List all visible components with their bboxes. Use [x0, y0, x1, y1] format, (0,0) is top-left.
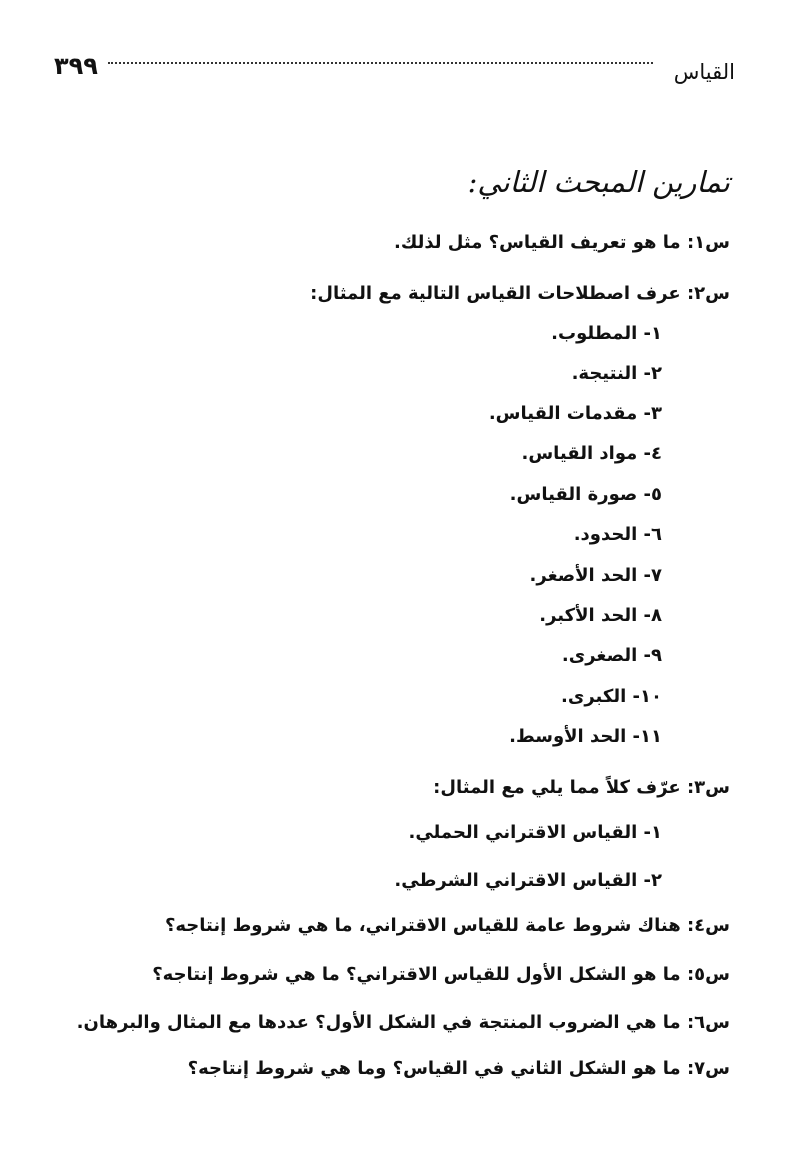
q2-item-1: ١- المطلوب.	[551, 323, 662, 344]
header-dotted-leader	[108, 62, 653, 64]
question-2: س٢: عرف اصطلاحات القياس التالية مع المثال:	[310, 283, 730, 304]
q2-item-10: ١٠- الكبرى.	[561, 686, 662, 707]
q2-item-8: ٨- الحد الأكبر.	[539, 605, 662, 626]
page-header	[50, 52, 735, 92]
q3-item-1: ١- القياس الاقتراني الحملي.	[408, 822, 662, 843]
question-6: س٦: ما هي الضروب المنتجة في الشكل الأول؟ عددها مع المثال والبرهان.	[76, 1012, 730, 1033]
q3-item-2: ٢- القياس الاقتراني الشرطي.	[394, 870, 662, 891]
question-3: س٣: عرّف كلاً مما يلي مع المثال:	[433, 777, 730, 798]
running-title: القياس	[673, 60, 735, 84]
q2-item-7: ٧- الحد الأصغر.	[529, 565, 662, 586]
q2-item-5: ٥- صورة القياس.	[509, 484, 662, 505]
question-1: س١: ما هو تعريف القياس؟ مثل لذلك.	[394, 232, 730, 253]
question-7: س٧: ما هو الشكل الثاني في القياس؟ وما هي شروط إنتاجه؟	[187, 1058, 730, 1079]
question-5: س٥: ما هو الشكل الأول للقياس الاقتراني؟ ما هي شروط إنتاجه؟	[152, 964, 730, 985]
section-title: تمارين المبحث الثاني:	[467, 165, 730, 199]
q2-item-11: ١١- الحد الأوسط.	[509, 726, 662, 747]
question-4: س٤: هناك شروط عامة للقياس الاقتراني، ما هي شروط إنتاجه؟	[164, 915, 730, 936]
q2-item-9: ٩- الصغرى.	[561, 645, 662, 666]
q2-item-2: ٢- النتيجة.	[571, 363, 662, 384]
q2-item-4: ٤- مواد القياس.	[521, 443, 662, 464]
q2-item-3: ٣- مقدمات القياس.	[488, 403, 662, 424]
q2-item-6: ٦- الحدود.	[573, 524, 662, 545]
page-number: ٣٩٩	[54, 52, 98, 80]
